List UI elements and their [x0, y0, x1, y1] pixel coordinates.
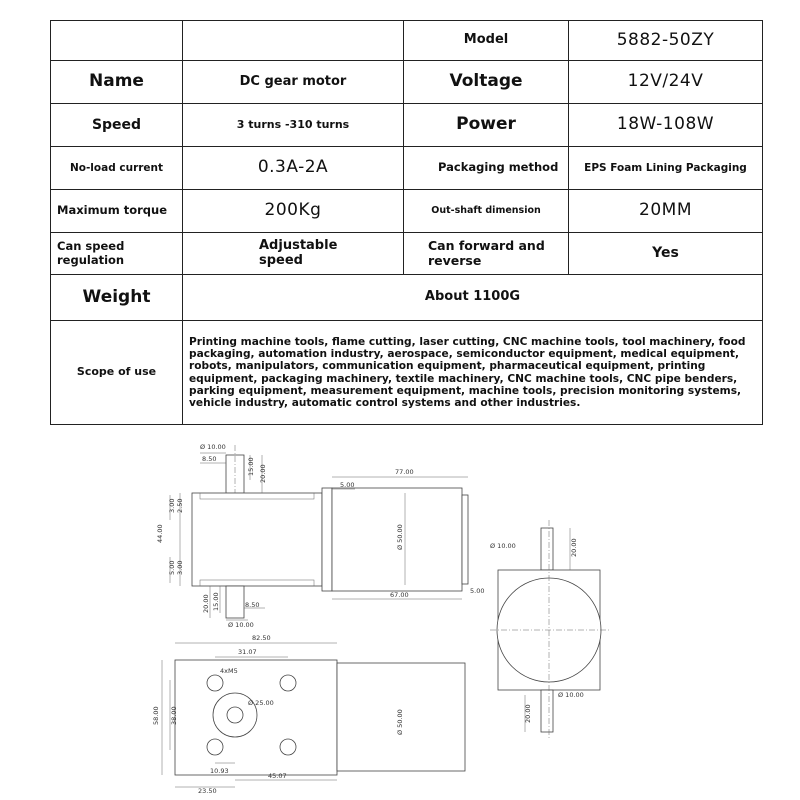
table-row	[51, 61, 763, 104]
noload-value: 0.3A-2A	[183, 147, 404, 190]
dim-label: 44.00	[156, 524, 164, 543]
speed-value: 3 turns -310 turns	[183, 104, 404, 147]
dim-label: Ø 10.00	[228, 621, 254, 629]
technical-drawing	[140, 435, 660, 795]
dim-label: 5.00	[168, 560, 176, 575]
dim-label: 4xM5	[220, 667, 238, 675]
speedreg-label: Can speed regulation	[51, 233, 183, 275]
dim-label: 77.00	[395, 468, 414, 476]
table-row	[51, 275, 763, 321]
model-value: 5882-50ZY	[569, 21, 763, 61]
motor-flange	[322, 488, 332, 591]
dim-label: 2.50	[176, 498, 184, 513]
scope-value: Printing machine tools, flame cutting, laser cutting, CNC machine tools, tool machinery, food packaging, automation industry, aerospace, semiconductor equipment, medical equipment, robots, manipulators, communication equipment, pharmaceutical equipment, printing equipment, packaging machinery, textile machinery, CNC machine tools, CNC pipe benders, parking equipment, measurement equipment, machine tools, precision monitoring systems, vehicle industry, automatic control systems and other industries.	[183, 321, 763, 425]
power-label: Power	[404, 104, 569, 147]
packaging-label: Packaging method	[404, 147, 569, 190]
center-shaft	[227, 707, 243, 723]
dim-label: 5.00	[470, 587, 485, 595]
table-row	[51, 321, 763, 425]
table-row	[51, 21, 763, 61]
dim-label: Ø 10.00	[558, 691, 584, 699]
gearbox-body	[192, 493, 322, 586]
spec-table	[50, 20, 763, 425]
dim-label: 45.07	[268, 772, 287, 780]
top-view	[152, 634, 465, 795]
mount-hole	[280, 739, 296, 755]
mount-hole	[207, 675, 223, 691]
dim-label: Ø 10.00	[200, 443, 226, 451]
forward-value: Yes	[569, 233, 763, 275]
power-value: 18W-108W	[569, 104, 763, 147]
dim-label: 67.00	[390, 591, 409, 599]
dim-label: 8.50	[245, 601, 260, 609]
front-view	[156, 443, 468, 629]
dim-label: 15.00	[212, 592, 220, 611]
dim-label: Ø 25.00	[248, 699, 274, 707]
name-label: Name	[51, 61, 183, 104]
name-value: DC gear motor	[183, 61, 404, 104]
forward-label: Can forward and reverse	[404, 233, 569, 275]
dim-label: 20.00	[202, 594, 210, 613]
mount-hole	[280, 675, 296, 691]
table-row	[51, 190, 763, 233]
dim-label: Ø 50.00	[396, 524, 404, 550]
dim-label: 10.93	[210, 767, 229, 775]
speedreg-value: Adjustable speed	[183, 233, 404, 275]
table-row	[51, 233, 763, 275]
model-label: Model	[404, 21, 569, 61]
dim-label: 23.50	[198, 787, 217, 795]
noload-label: No-load current	[51, 147, 183, 190]
voltage-value: 12V/24V	[569, 61, 763, 104]
dim-label: 5.00	[340, 481, 355, 489]
empty-cell	[183, 21, 404, 61]
empty-cell	[51, 21, 183, 61]
dim-label: Ø 50.00	[396, 709, 404, 735]
packaging-value: EPS Foam Lining Packaging	[569, 147, 763, 190]
dim-label: Ø 10.00	[490, 542, 516, 550]
dim-label: 38.00	[170, 706, 178, 725]
side-shaft-bottom	[541, 690, 553, 732]
dim-label: 20.00	[524, 704, 532, 723]
dim-label: 3.00	[176, 560, 184, 575]
dim-label: 20.00	[570, 538, 578, 557]
weight-label: Weight	[51, 275, 183, 321]
motor-endcap	[462, 495, 468, 584]
table-row	[51, 104, 763, 147]
mount-hole	[207, 739, 223, 755]
dim-label: 58.00	[152, 706, 160, 725]
scope-label: Scope of use	[51, 321, 183, 425]
dim-label: 20.00	[259, 464, 267, 483]
torque-label: Maximum torque	[51, 190, 183, 233]
speed-label: Speed	[51, 104, 183, 147]
torque-value: 200Kg	[183, 190, 404, 233]
dim-label: 3.00	[168, 498, 176, 513]
table-row	[51, 147, 763, 190]
outshaft-value: 20MM	[569, 190, 763, 233]
output-shaft-bottom	[226, 586, 244, 618]
dim-label: 82.50	[252, 634, 271, 642]
weight-value: About 1100G	[183, 275, 763, 321]
dim-label: 31.07	[238, 648, 257, 656]
side-shaft-top	[541, 528, 553, 570]
dim-label: 8.50	[202, 455, 217, 463]
dim-label: 15.00	[247, 457, 255, 476]
outshaft-label: Out-shaft dimension	[404, 190, 569, 233]
side-view	[470, 520, 610, 740]
voltage-label: Voltage	[404, 61, 569, 104]
